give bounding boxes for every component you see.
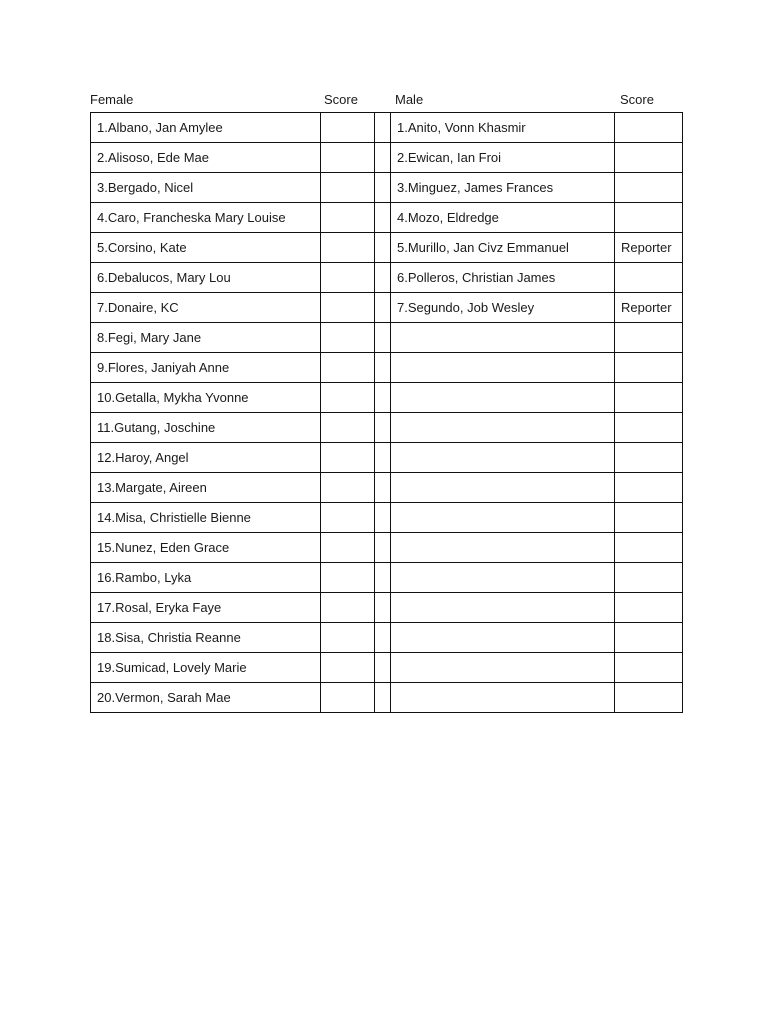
column-gap <box>375 683 391 713</box>
column-gap <box>375 383 391 413</box>
table-row <box>91 503 683 533</box>
male-name-cell <box>391 353 615 383</box>
female-name-cell: 15.Nunez, Eden Grace <box>91 533 321 563</box>
table-row <box>91 383 683 413</box>
male-name-cell: 1.Anito, Vonn Khasmir <box>391 113 615 143</box>
female-name-cell: 1.Albano, Jan Amylee <box>91 113 321 143</box>
male-name-cell <box>391 413 615 443</box>
male-score-cell <box>615 263 683 293</box>
column-gap <box>375 443 391 473</box>
male-score-cell <box>615 623 683 653</box>
female-name-cell: 5.Corsino, Kate <box>91 233 321 263</box>
table-row <box>91 533 683 563</box>
column-gap <box>375 173 391 203</box>
female-name-cell: 14.Misa, Christielle Bienne <box>91 503 321 533</box>
table-row <box>91 473 683 503</box>
female-score-column-header: Score <box>324 92 358 107</box>
female-column-header: Female <box>90 92 134 107</box>
male-score-cell <box>615 203 683 233</box>
column-gap <box>375 653 391 683</box>
male-name-cell <box>391 323 615 353</box>
female-score-cell <box>321 233 375 263</box>
female-score-cell <box>321 413 375 443</box>
column-gap <box>375 413 391 443</box>
male-score-cell <box>615 443 683 473</box>
female-score-cell <box>321 653 375 683</box>
table-row <box>91 593 683 623</box>
table-row <box>91 683 683 713</box>
column-gap <box>375 473 391 503</box>
female-score-cell <box>321 503 375 533</box>
female-score-cell <box>321 383 375 413</box>
male-score-cell <box>615 503 683 533</box>
female-name-cell: 18.Sisa, Christia Reanne <box>91 623 321 653</box>
female-name-cell: 8.Fegi, Mary Jane <box>91 323 321 353</box>
female-name-cell: 7.Donaire, KC <box>91 293 321 323</box>
table-row <box>91 443 683 473</box>
female-name-cell: 6.Debalucos, Mary Lou <box>91 263 321 293</box>
table-row <box>91 563 683 593</box>
column-gap <box>375 233 391 263</box>
male-name-cell: 4.Mozo, Eldredge <box>391 203 615 233</box>
table-row <box>91 353 683 383</box>
male-column-header: Male <box>395 92 424 107</box>
table-row <box>91 113 683 143</box>
male-score-cell <box>615 593 683 623</box>
male-name-cell: 7.Segundo, Job Wesley <box>391 293 615 323</box>
table-row <box>91 413 683 443</box>
female-score-cell <box>321 683 375 713</box>
male-name-cell <box>391 383 615 413</box>
female-name-cell: 19.Sumicad, Lovely Marie <box>91 653 321 683</box>
column-gap <box>375 533 391 563</box>
table-row <box>91 143 683 173</box>
male-score-cell <box>615 353 683 383</box>
female-name-cell: 20.Vermon, Sarah Mae <box>91 683 321 713</box>
male-name-cell <box>391 563 615 593</box>
male-name-cell <box>391 653 615 683</box>
column-gap <box>375 143 391 173</box>
male-score-cell <box>615 323 683 353</box>
male-score-cell <box>615 533 683 563</box>
male-score-cell <box>615 143 683 173</box>
roster-table <box>90 112 683 713</box>
female-score-cell <box>321 353 375 383</box>
column-gap <box>375 353 391 383</box>
column-gap <box>375 293 391 323</box>
male-score-cell <box>615 563 683 593</box>
female-score-cell <box>321 533 375 563</box>
column-gap <box>375 203 391 233</box>
male-name-cell: 6.Polleros, Christian James <box>391 263 615 293</box>
female-name-cell: 10.Getalla, Mykha Yvonne <box>91 383 321 413</box>
male-score-cell <box>615 653 683 683</box>
table-row <box>91 653 683 683</box>
female-score-cell <box>321 113 375 143</box>
male-score-cell <box>615 473 683 503</box>
column-gap <box>375 623 391 653</box>
column-gap <box>375 113 391 143</box>
male-score-cell <box>615 683 683 713</box>
male-score-cell <box>615 413 683 443</box>
table-row <box>91 173 683 203</box>
male-name-cell <box>391 473 615 503</box>
male-name-cell: 5.Murillo, Jan Civz Emmanuel <box>391 233 615 263</box>
female-name-cell: 16.Rambo, Lyka <box>91 563 321 593</box>
male-name-cell <box>391 683 615 713</box>
male-name-cell: 3.Minguez, James Frances <box>391 173 615 203</box>
female-score-cell <box>321 293 375 323</box>
male-score-cell: Reporter <box>615 293 683 323</box>
male-score-column-header: Score <box>620 92 654 107</box>
female-score-cell <box>321 323 375 353</box>
female-name-cell: 13.Margate, Aireen <box>91 473 321 503</box>
male-score-cell <box>615 383 683 413</box>
female-score-cell <box>321 443 375 473</box>
female-name-cell: 4.Caro, Francheska Mary Louise <box>91 203 321 233</box>
table-row <box>91 623 683 653</box>
female-name-cell: 12.Haroy, Angel <box>91 443 321 473</box>
female-score-cell <box>321 263 375 293</box>
table-row <box>91 263 683 293</box>
table-row <box>91 233 683 263</box>
column-gap <box>375 323 391 353</box>
male-name-cell <box>391 623 615 653</box>
table-row <box>91 293 683 323</box>
female-score-cell <box>321 563 375 593</box>
female-score-cell <box>321 473 375 503</box>
roster-table-body <box>91 113 683 713</box>
male-score-cell: Reporter <box>615 233 683 263</box>
male-name-cell <box>391 443 615 473</box>
female-name-cell: 3.Bergado, Nicel <box>91 173 321 203</box>
column-gap <box>375 503 391 533</box>
male-score-cell <box>615 173 683 203</box>
column-gap <box>375 263 391 293</box>
table-row <box>91 323 683 353</box>
table-row <box>91 203 683 233</box>
female-score-cell <box>321 143 375 173</box>
male-score-cell <box>615 113 683 143</box>
male-name-cell <box>391 533 615 563</box>
male-name-cell <box>391 593 615 623</box>
column-gap <box>375 563 391 593</box>
female-name-cell: 2.Alisoso, Ede Mae <box>91 143 321 173</box>
column-gap <box>375 593 391 623</box>
female-score-cell <box>321 173 375 203</box>
female-score-cell <box>321 623 375 653</box>
female-name-cell: 11.Gutang, Joschine <box>91 413 321 443</box>
female-score-cell <box>321 593 375 623</box>
male-name-cell: 2.Ewican, Ian Froi <box>391 143 615 173</box>
female-score-cell <box>321 203 375 233</box>
female-name-cell: 17.Rosal, Eryka Faye <box>91 593 321 623</box>
male-name-cell <box>391 503 615 533</box>
female-name-cell: 9.Flores, Janiyah Anne <box>91 353 321 383</box>
